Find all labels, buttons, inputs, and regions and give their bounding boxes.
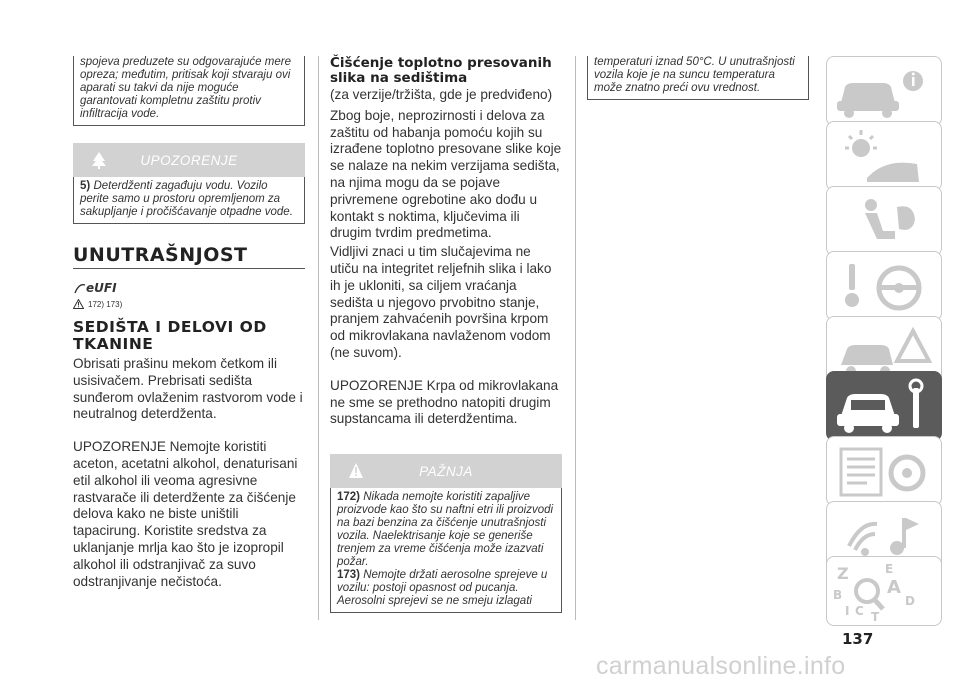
refs-text: 172) 173) (88, 299, 123, 309)
subsection-heading: SEDIŠTA I DELOVI OD TKANINE (73, 318, 267, 353)
car-maintenance-icon (827, 372, 943, 442)
refs-row (73, 299, 305, 309)
column-divider-1 (318, 56, 319, 620)
svg-text:B: B (833, 588, 843, 602)
warning-text (80, 180, 298, 219)
caution-note-2-number: 173) (337, 569, 361, 582)
seat-airbag-icon (827, 187, 943, 257)
column-divider-2 (575, 56, 576, 620)
index-alphabet-icon (827, 557, 943, 627)
specs-list-icon (827, 437, 943, 507)
svg-text:A: A (887, 577, 901, 598)
continuation-box-text: temperaturi iznad 50°C. U unutrašnjosti vozila koje je na suncu temperatura može znatno preći ovu vrednost. (594, 56, 795, 94)
car-info-icon (827, 57, 943, 127)
tab-car-info[interactable] (826, 56, 942, 126)
svg-text:E: E (885, 562, 894, 576)
caution-note-1-text: Nikada nemojte koristiti zapaljive proizvode kao što su naftni etri ili proizvodi na bazi benzina za čišćenje unutrašnjosti vozila. Naelektrisanje koje se generiše trenjem za vreme čišćenja može izazvati požar. (337, 491, 554, 569)
tab-maintenance[interactable] (826, 371, 942, 441)
column-2 (330, 56, 562, 613)
eco-symbol (73, 279, 305, 295)
caution-banner (330, 454, 562, 488)
eco-clean-icon (73, 279, 117, 295)
tab-dashboard-lights[interactable] (826, 121, 942, 191)
tab-safety[interactable] (826, 186, 942, 256)
continuation-note-text: spojeva preduzete su odgovarajuće mere opreza; međutim, pritisak koji stvaraju ovi aparati su takvi da nije moguće garantovati kompletnu zaštitu protiv infiltracija vode. (80, 56, 291, 120)
tab-starting-driving[interactable] (826, 251, 942, 321)
warning-number: 5) (80, 180, 91, 192)
cleaning-paragraph-3: UPOZORENJE Krpa od mikrovlakana ne sme se prethodno natopiti drugim supstancama ili deterdžentima. (330, 377, 559, 427)
cleaning-paragraph-1: Zbog boje, neprozirnosti i delova za zaštitu od habanja pomoću kojih su izrađene toplotno presovane slike koje se nalaze na nekim verzijama sedišta, na njima mogu da se pojave privremene ogrebotine ako dođu u kontakt s noktima, ključevima ili drugim tvrdim predmetima. (330, 107, 562, 241)
caution-box (330, 488, 562, 613)
paragraph-2: UPOZORENJE Nemojte koristiti aceton, acetatni alkohol, denaturisani etil alkohol ili veoma agresivne rastvarače ili deterdžente za čišćenje delova kako ne biste uništili tapacirung. Koristite sredstva za uklanjanje mrlja kao što je izopropil alkohol ili odstranjivač za suvo odstranjivanje nečistoća. (73, 439, 298, 589)
section-heading: UNUTRAŠNJOST (73, 244, 248, 266)
caution-note-2 (337, 569, 555, 608)
caution-banner-title: PAŽNJA (419, 464, 473, 480)
caution-note-2-text: Nemojte držati aerosolne sprejeve u vozilu: postoji opasnost od pucanja. Aerosolni sprejevi se ne smeju izlagati (337, 569, 548, 608)
svg-text:T: T (871, 610, 880, 624)
caution-note-1 (337, 491, 555, 569)
continuation-note-box (73, 56, 305, 126)
tab-index[interactable] (826, 556, 942, 626)
cleaning-heading: Čišćenje toplotno presovanih slika na sedištima (330, 55, 552, 86)
svg-text:Z: Z (837, 564, 849, 583)
column-3 (587, 56, 809, 100)
svg-text:C: C (855, 604, 864, 618)
svg-text:D: D (905, 594, 915, 608)
warning-banner (73, 143, 305, 177)
cleaning-paragraph-2: Vidljivi znaci u tim slučajevima ne utiču na integritet reljefnih slika i lako ih je ukloniti, sa ciljem vraćanja sedišta u njegovo prvobitno stanje, pranjem zahvaćenih površina krpom od mikrovlakana navlaženom vodom (ne suvom). (330, 244, 552, 360)
paragraph-1: Obrisati prašinu mekom četkom ili usisivačem. Prebrisati sedišta sunđerom ovlaženim rastvorom vode i neutralnog deterdženta. (73, 356, 303, 422)
section-heading-row (73, 244, 305, 269)
caution-note-1-number: 172) (337, 491, 361, 504)
tab-technical-data[interactable] (826, 436, 942, 506)
continuation-box (587, 56, 809, 100)
page-number: 137 (842, 630, 874, 648)
warning-triangle-icon (73, 299, 84, 309)
watermark: carmanualsonline.info (596, 652, 846, 680)
warning-body: Deterdženti zagađuju vodu. Vozilo perite samo u prostoru opremljenom za sakupljanje i pročišćavanje otpadne vode. (80, 180, 293, 218)
svg-text:I: I (845, 604, 850, 618)
warning-banner-title: UPOZORENJE (140, 153, 238, 168)
warning-box (73, 177, 305, 224)
key-steering-icon (827, 252, 943, 322)
cleaning-subheading: (za verzije/tržišta, gde je predviđeno) (330, 87, 553, 102)
column-1 (73, 56, 305, 590)
dashboard-lights-icon (827, 122, 943, 192)
svg-text:eUFI: eUFI (86, 281, 117, 295)
